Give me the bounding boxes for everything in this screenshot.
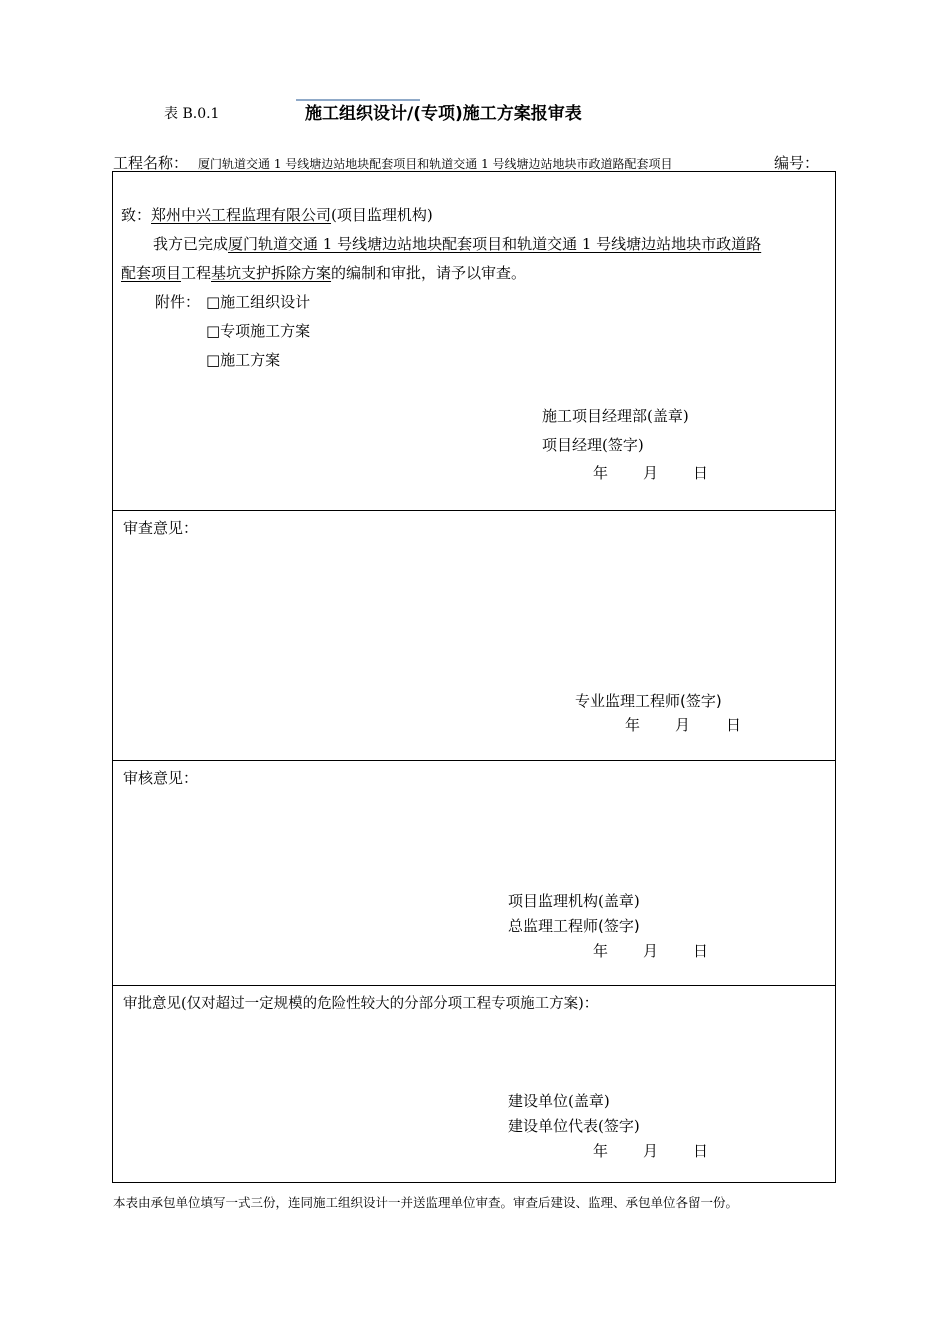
project-name: 厦门轨道交通 1 号线塘边站地块配套项目和轨道交通 1 号线塘边站地块市政道路配套项目 [198,157,673,171]
intro-line-2: 配套项目工程基坑支护拆除方案的编制和审批，请予以审查。 [121,264,527,282]
contractor-seal-label: 施工项目经理部(盖章) [542,407,689,425]
date-month: 月 [643,1142,659,1160]
approval-form-table [112,171,836,1183]
plan-name: 基坑支护拆除方案 [211,264,332,282]
review-label: 审查意见： [123,519,199,537]
project-reference: 厦门轨道交通 1 号线塘边站地块配套项目和轨道交通 1 号线塘边站地块市政道路 [228,235,762,253]
date-month: 月 [675,716,691,734]
audit-label: 审核意见： [123,769,199,787]
supervision-org-seal-label: 项目监理机构(盖章) [508,892,640,910]
project-manager-sign-label: 项目经理(签字) [542,436,644,454]
date-year: 年 [593,942,609,960]
approval-label: 审批意见(仅对超过一定规模的危险性较大的分部分项工程专项施工方案)： [123,996,599,1012]
date-year: 年 [593,1142,609,1160]
audit-section [113,760,835,985]
supervising-engineer-sign-label: 专业监理工程师(签字) [575,692,722,710]
addressee-line: 致：郑州中兴工程监理有限公司(项目监理机构) [121,206,433,224]
date-day: 日 [693,942,709,960]
date-year: 年 [625,716,641,734]
intro-line-1: 我方已完成厦门轨道交通 1 号线塘边站地块配套项目和轨道交通 1 号线塘边站地块市政道路 [153,235,762,253]
footer-note: 本表由承包单位填写一式三份，连同施工组织设计一并送监理单位审查。审查后建设、监理、承包单位各留一份。 [113,1195,739,1210]
review-section [113,510,835,760]
owner-seal-label: 建设单位(盖章) [508,1092,610,1110]
owner-rep-sign-label: 建设单位代表(签字) [508,1117,640,1135]
form-code: 表 B.0.1 [164,106,220,122]
addressee-company: 郑州中兴工程监理有限公司 [151,206,332,224]
submission-section [113,172,835,510]
date-year: 年 [593,464,609,482]
form-title: 施工组织设计/(专项)施工方案报审表 [305,104,582,124]
date-month: 月 [643,942,659,960]
date-day: 日 [726,716,742,734]
approval-section [113,985,835,1182]
attachment-item[interactable]: □专项施工方案 [206,322,311,340]
project-label: 工程名称： [113,154,189,172]
chief-engineer-sign-label: 总监理工程师(签字) [508,917,640,935]
attachment-item[interactable]: □施工方案 [206,351,281,369]
attachment-item[interactable]: □施工组织设计 [206,293,311,311]
date-day: 日 [693,1142,709,1160]
date-day: 日 [693,464,709,482]
date-month: 月 [643,464,659,482]
serial-label: 编号： [774,154,820,172]
attachments-label: 附件： [155,293,201,311]
